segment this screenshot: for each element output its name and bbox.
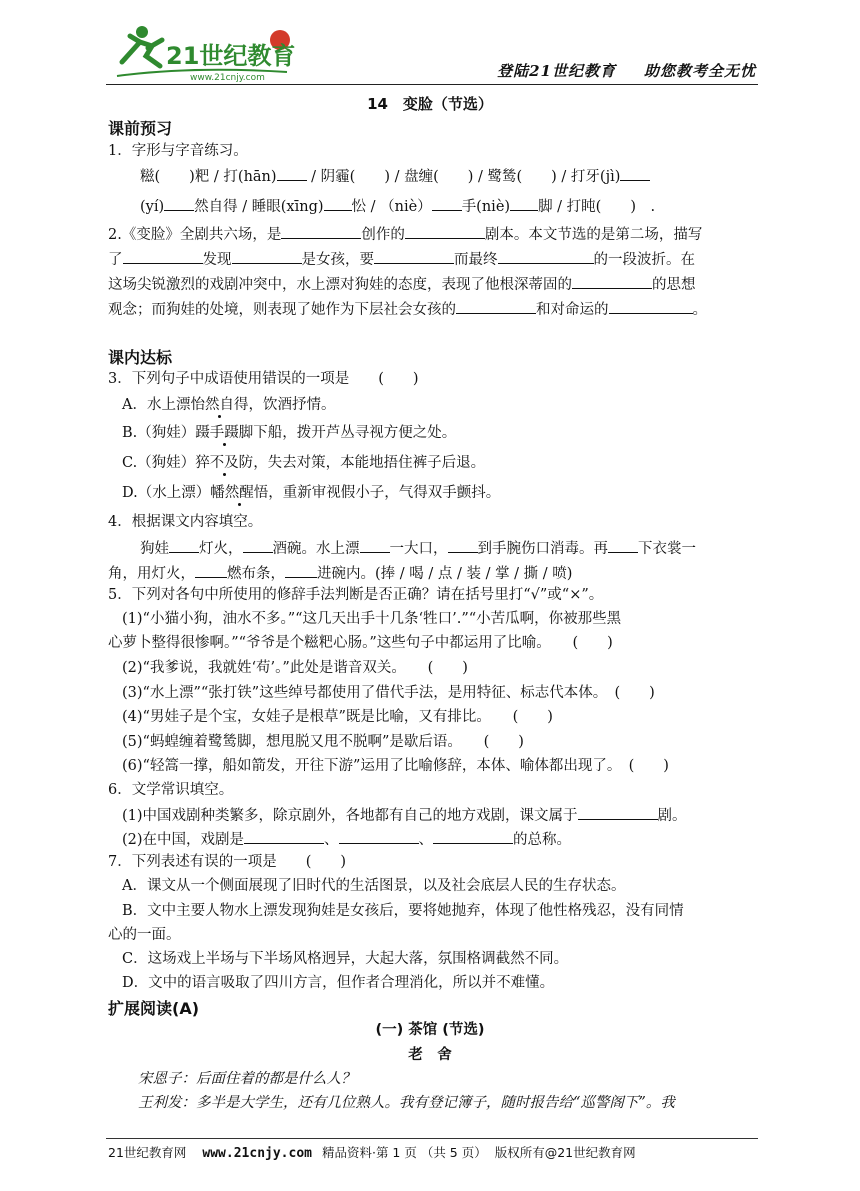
q3-stem: 3．下列句子中成语使用错误的一项是 ( ) bbox=[108, 371, 419, 387]
q7-option-a: A．课文从一个侧面展现了旧时代的生活图景，以及社会底层人民的生存状态。 bbox=[122, 878, 626, 894]
reading-title: (一) 茶馆 (节选) bbox=[375, 1022, 485, 1038]
q5-item1a: (1)“小猫小狗，油水不多。”“这几天出手十几条‘牲口’.”“小苦瓜啊，你被那些黑 bbox=[122, 611, 622, 627]
q5-item1b: 心萝卜整得很惨啊。”“爷爷是个糍粑心肠。”这些句子中都运用了比喻。 ( ) bbox=[108, 635, 613, 651]
q7-stem: 7．下列表述有误的一项是 ( ) bbox=[108, 854, 347, 870]
header-rule bbox=[106, 84, 758, 85]
q4-line1: 狗娃 灯火， 酒碗。水上漂 一大口， 到手腕伤口消毒。再 下衣裳一 bbox=[140, 538, 696, 558]
q6-stem: 6．文学常识填空。 bbox=[108, 782, 234, 798]
q3-option-d: D.（水上漂）幡然醒悟，重新审视假小子，气得双手颤抖。 bbox=[122, 485, 501, 501]
svg-text:21世纪教育: 21世纪教育 bbox=[166, 42, 296, 70]
q7-option-b2: 心的一面。 bbox=[108, 927, 181, 943]
q5-item3: (3)“水上漂”“张打铁”这些绰号都使用了借代手法，是用特征、标志代本体。 ( ) bbox=[122, 685, 655, 701]
section-standard: 课内达标 bbox=[108, 348, 173, 367]
q7-option-d: D．文中的语言吸取了四川方言，但作者合理消化，所以并不难懂。 bbox=[122, 975, 555, 991]
q3-option-c: C.（狗娃）猝不及防，失去对策，本能地捂住裤子后退。 bbox=[122, 455, 486, 471]
page-footer bbox=[108, 1143, 636, 1161]
q3-option-a: A．水上漂怡然自得，饮酒抒情。 bbox=[122, 397, 336, 413]
q1-row1: 糍( )粑 / 打(hān) / 阴霾( ) / 盘缠( ) / 鹭鸶( ) / 打牙(jì) bbox=[140, 166, 650, 186]
reading-author: 老 舍 bbox=[408, 1046, 452, 1063]
footer-rule bbox=[106, 1138, 758, 1139]
q2-line4: 观念；而狗娃的处境，则表现了她作为下层社会女孩的 和对命运的 。 bbox=[108, 299, 707, 319]
q7-option-b1: B．文中主要人物水上漂发现狗娃是女孩后，要将她抛弃，体现了他性格残忍，没有同情 bbox=[122, 903, 684, 919]
q4-line2: 角，用灯火， 燃布条， 进碗内。(捧 / 喝 / 点 / 装 / 掌 / 撕 / 喷) bbox=[108, 563, 572, 583]
q6-item2: (2)在中国，戏剧是 、 、 的总称。 bbox=[122, 829, 571, 849]
q3-option-b: B.（狗娃）蹑手蹑脚下船，拨开芦丛寻视方便之处。 bbox=[122, 425, 457, 441]
reading-line2: 王利发：多半是大学生，还有几位熟人。我有登记簿子，随时报告给“巡警阁下”。我 bbox=[138, 1095, 675, 1111]
running-man-icon bbox=[122, 26, 162, 66]
q1-row2: (yí) 然自得 / 睡眼(xīng) 忪 / （niè） 手(niè) 脚 / 打盹( ) . bbox=[140, 196, 655, 216]
header-slogan bbox=[469, 60, 756, 81]
footer-mid: 精品资料·第 1 页 （共 5 页） bbox=[321, 1145, 487, 1160]
q7-option-c: C．这场戏上半场与下半场风格迥异，大起大落，氛围格调截然不同。 bbox=[122, 951, 569, 967]
reading-line1: 宋恩子：后面住着的都是什么人？ bbox=[138, 1071, 356, 1087]
section-extended: 扩展阅读(A) bbox=[108, 999, 200, 1018]
q5-stem: 5．下列对各句中所使用的修辞手法判断是否正确？请在括号里打“√”或“×”。 bbox=[108, 587, 604, 603]
q2-line3: 这场尖锐激烈的戏剧冲突中，水上漂对狗娃的态度，表现了他根深蒂固的 的思想 bbox=[108, 274, 696, 294]
q2-line2: 了 发现 是女孩，要 而最终 的一段波折。在 bbox=[108, 249, 695, 269]
slogan-right: 助您教考全无忧 bbox=[643, 62, 756, 80]
q1-stem: 1．字形与字音练习。 bbox=[108, 143, 248, 159]
q4-stem: 4．根据课文内容填空。 bbox=[108, 514, 263, 530]
footer-right: 版权所有@21世纪教育网 bbox=[494, 1145, 636, 1160]
page-title: 14 变脸（节选） bbox=[367, 95, 493, 113]
footer-url: www.21cnjy.com bbox=[202, 1146, 312, 1161]
svg-text:www.21cnjy.com: www.21cnjy.com bbox=[190, 73, 265, 83]
q2-line1: 2.《变脸》全剧共六场，是 创作的 剧本。本文节选的是第二场，描写 bbox=[108, 224, 702, 244]
q5-item5: (5)“蚂蝗缠着鹭鸶脚，想甩脱又甩不脱啊”是歇后语。 ( ) bbox=[122, 734, 524, 750]
q6-item1: (1)中国戏剧种类繁多，除京剧外，各地都有自己的地方戏剧，课文属于 剧。 bbox=[122, 805, 687, 825]
slogan-left: 登陆21世纪教育 bbox=[497, 62, 616, 80]
q5-item2: (2)“我爹说，我就姓‘苟’。”此处是谐音双关。 ( ) bbox=[122, 660, 468, 676]
q5-item4: (4)“男娃子是个宝，女娃子是根草”既是比喻，又有排比。 ( ) bbox=[122, 709, 553, 725]
q5-item6: (6)“轻篙一撑，船如箭发，开往下游”运用了比喻修辞，本体、喻体都出现了。 ( ) bbox=[122, 758, 669, 774]
section-preview: 课前预习 bbox=[108, 119, 173, 138]
site-logo bbox=[112, 22, 302, 84]
footer-left: 21世纪教育网 bbox=[108, 1145, 187, 1160]
